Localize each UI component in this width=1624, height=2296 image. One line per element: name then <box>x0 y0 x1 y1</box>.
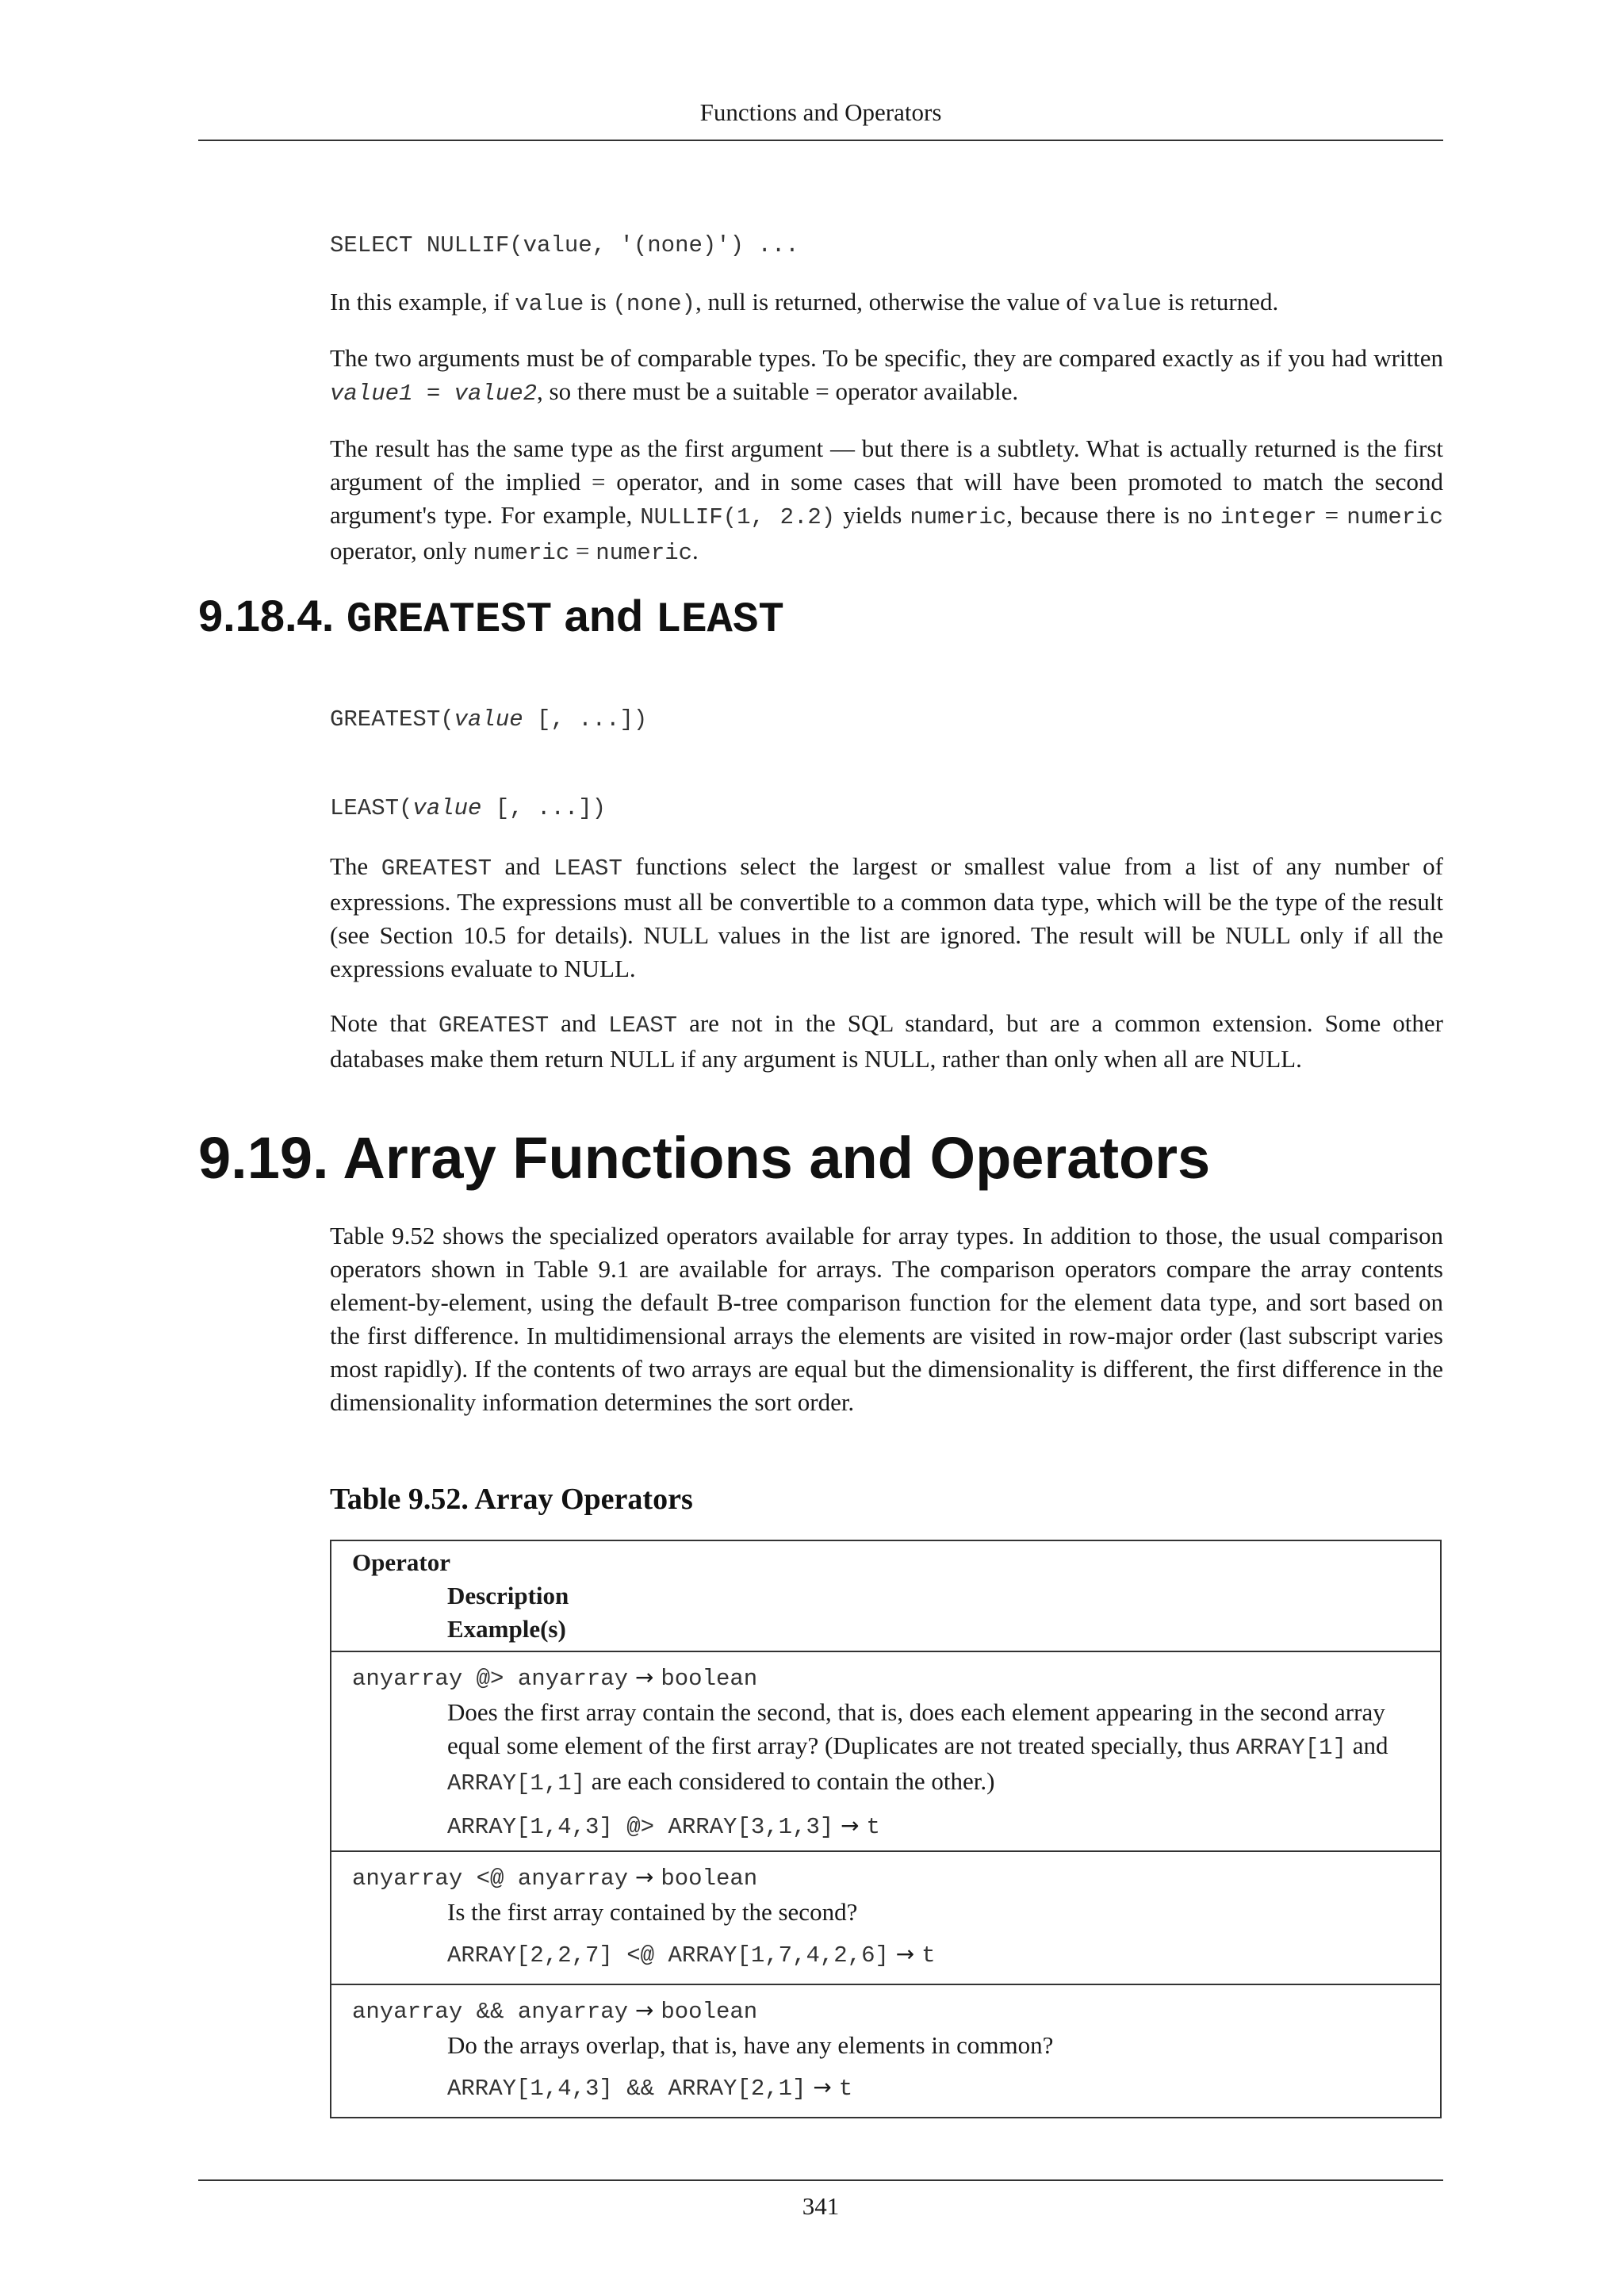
table-caption: Table 9.52. Array Operators <box>330 1483 693 1516</box>
array-intro-paragraph: Table 9.52 shows the specialized operators available for array types. In addition to those, the usual comparison operators shown in Table 9.1 are available for arrays. The comparison operators compare the array contents element-by-element, using the default B-tree comparison function for the element data type, and sort based on the first difference. In multidimensional arrays the elements are visited in row-major order (last subscript varies most rapidly). If the contents of two arrays are equal but the dimensionality is different, the first difference in the dimensionality information determines the sort order. <box>330 1222 1443 1416</box>
nullif-paragraph-1: In this example, if value is (none), null is returned, otherwise the value of value is returned. <box>330 288 1279 317</box>
operator-signature: anyarray <@ anyarray → boolean <box>352 1864 758 1892</box>
operator-example: ARRAY[1,4,3] @> ARRAY[3,1,3] → t <box>447 1812 880 1840</box>
section-heading-greatest-least: 9.18.4. GREATEST and LEAST <box>198 591 784 645</box>
least-synopsis: LEAST(value [, ...]) <box>330 795 607 821</box>
table-row <box>331 1985 1440 2117</box>
page-header <box>198 94 1443 141</box>
table-row <box>331 1852 1440 1985</box>
table-row <box>331 1652 1440 1852</box>
array-operators-table <box>330 1540 1442 2118</box>
operator-signature: anyarray && anyarray → boolean <box>352 1997 758 2025</box>
nullif-paragraph-3: The result has the same type as the first argument — but there is a subtlety. What is actually returned is the first argument of the implied = operator, and in some cases that will have been promoted to match the second argument's type. For example, NULLIF(1, 2.2) yields numeric, because there is no integer = numeric operator, only numeric = numeric. <box>330 434 1444 566</box>
column-header-operator: Operator <box>352 1548 450 1576</box>
greatest-synopsis: GREATEST(value [, ...]) <box>330 706 648 733</box>
nullif-paragraph-2: The two arguments must be of comparable types. To be specific, they are compared exactly as if you had written value1 = value2, so there must be a suitable = operator available. <box>330 344 1443 407</box>
column-header-examples: Example(s) <box>447 1615 566 1643</box>
greatest-paragraph-1: The GREATEST and LEAST functions select the largest or smallest value from a list of any number of expressions. The expressions must all be convertible to a common data type, which will be the type of the result (see Section 10.5 for details). NULL values in the list are ignored. The result will be NULL only if all the expressions evaluate to NULL. <box>330 852 1443 982</box>
greatest-paragraph-2: Note that GREATEST and LEAST are not in the SQL standard, but are a common extension. Some other databases make them return NULL if any argument is NULL, rather than only when all are NULL. <box>330 1009 1444 1073</box>
operator-signature: anyarray @> anyarray → boolean <box>352 1664 758 1692</box>
section-heading-array-functions: 9.19. Array Functions and Operators <box>198 1125 1211 1191</box>
page-number: 341 <box>802 2192 840 2220</box>
operator-description: Does the first array contain the second, that is, does each element appearing in the second array equal some element of the first array? (Duplicates are not treated specially, thus ARRAY[1] and ARRAY[1,1] are each considered to contain the other.) <box>447 1698 1388 1797</box>
table-header-row <box>331 1541 1440 1652</box>
operator-example: ARRAY[2,2,7] <@ ARRAY[1,7,4,2,6] → t <box>447 1941 936 1969</box>
nullif-code-example: SELECT NULLIF(value, '(none)') ... <box>330 232 799 258</box>
operator-description: Is the first array contained by the second? <box>447 1898 858 1926</box>
page-footer <box>198 2179 1443 2222</box>
operator-description: Do the arrays overlap, that is, have any elements in common? <box>447 2031 1054 2059</box>
column-header-description: Description <box>447 1582 569 1609</box>
operator-example: ARRAY[1,4,3] && ARRAY[2,1] → t <box>447 2074 853 2102</box>
header-title: Functions and Operators <box>699 98 942 126</box>
